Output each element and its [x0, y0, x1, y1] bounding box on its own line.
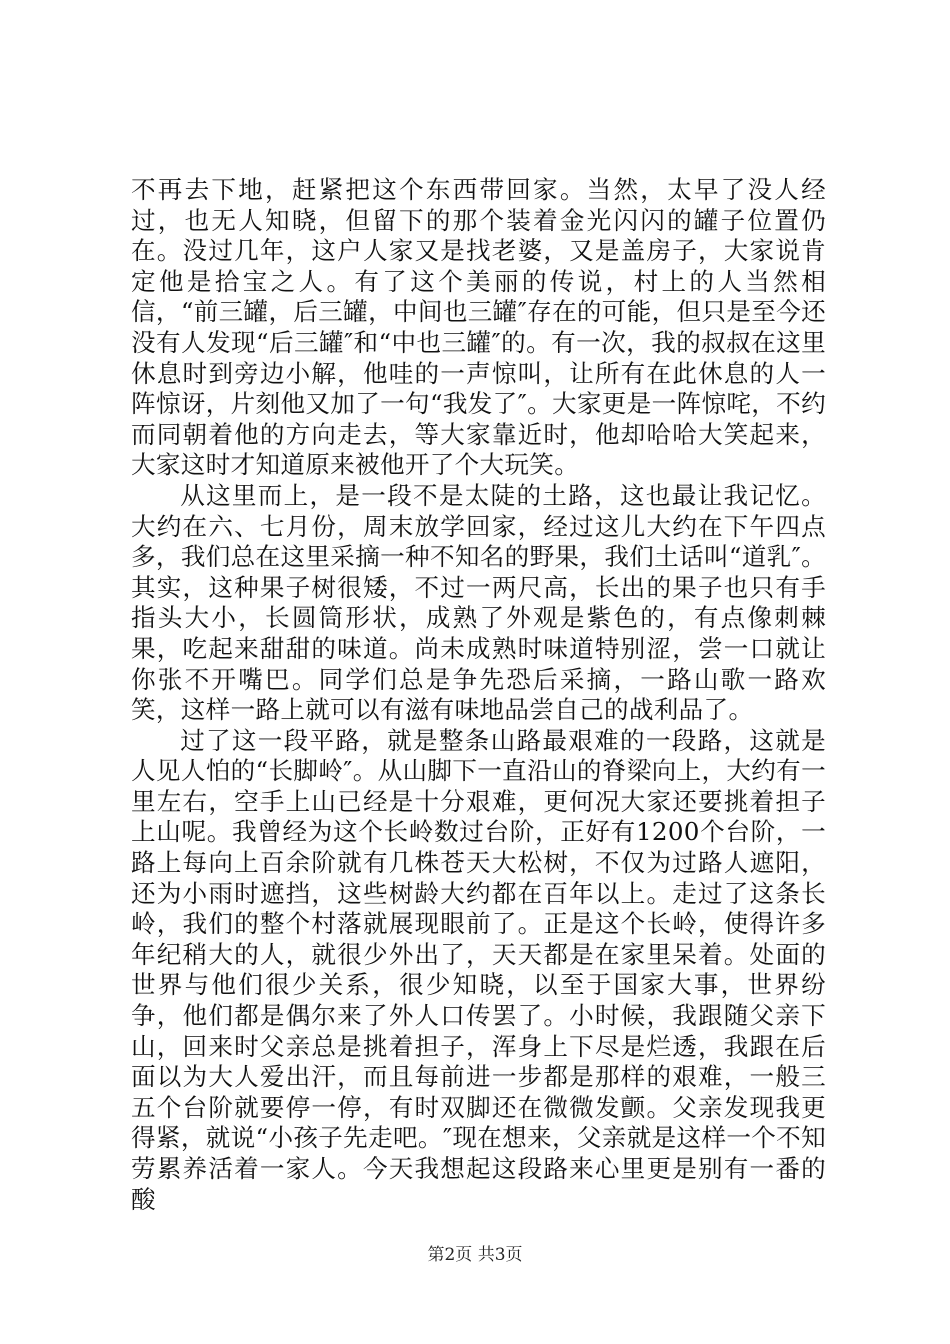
paragraph-1: 不再去下地，赶紧把这个东西带回家。当然，太早了没人经过，也无人知晓，但留下的那个装着金光闪闪的罐子位置仍在。没过几年，这户人家又是找老婆，又是盖房子，大家说肯定他是拾宝之人。有了这个美丽的传说，村上的人当然相信，“前三罐，后三罐，中间也三罐″存在的可能，但只是至今还没有人发现“后三罐″和“中也三罐″的。有一次，我的叔叔在这里休息时到旁边小解，他哇的一声惊叫，让所有在此休息的人一阵惊讶，片刻他又加了一句“我发了″。大家更是一阵惊咤，不约而同朝着他的方向走去，等大家靠近时，他却哈哈大笑起来，大家这时才知道原来被他开了个大玩笑。: [131, 175, 826, 480]
document-body: [131, 175, 826, 1215]
page-footer: 第2页 共3页: [427, 1245, 523, 1265]
paragraph-3: 过了这一段平路，就是整条山路最艰难的一段路，这就是人见人怕的“长脚岭″。从山脚下一直沿山的脊梁向上，大约有一里左右，空手上山已经是十分艰难，更何况大家还要挑着担子上山呢。我曾经为这个长岭数过台阶，正好有1200个台阶，一路上每向上百余阶就有几株苍天大松树，不仅为过路人遮阳，还为小雨时遮挡，这些树龄大约都在百年以上。走过了这条长岭，我们的整个村落就展现眼前了。正是这个长岭，使得许多年纪稍大的人，就很少外出了，天天都是在家里呆着。处面的世界与他们很少关系，很少知晓，以至于国家大事，世界纷争，他们都是偶尔来了外人口传罢了。小时候，我跟随父亲下山，回来时父亲总是挑着担子，浑身上下尽是烂透，我跟在后面以为大人爱出汗，而且每前进一步都是那样的艰难，一般三五个台阶就要停一停，有时双脚还在微微发颤。父亲发现我更得紧，就说“小孩子先走吧。″现在想来，父亲就是这样一个不知劳累养活着一家人。今天我想起这段路来心里更是别有一番的酸: [131, 725, 826, 1214]
paragraph-2: 从这里而上，是一段不是太陡的土路，这也最让我记忆。大约在六、七月份，周末放学回家，经过这儿大约在下午四点多，我们总在这里采摘一种不知名的野果，我们土话叫“道乳″。其实，这种果子树很矮，不过一两尺高，长出的果子也只有手指头大小，长圆筒形状，成熟了外观是紫色的，有点像刺棘果，吃起来甜甜的味道。尚未成熟时味道特别涩，尝一口就让你张不开嘴巴。同学们总是争先恐后采摘，一路山歌一路欢笑，这样一路上就可以有滋有味地品尝自己的战利品了。: [131, 480, 826, 725]
